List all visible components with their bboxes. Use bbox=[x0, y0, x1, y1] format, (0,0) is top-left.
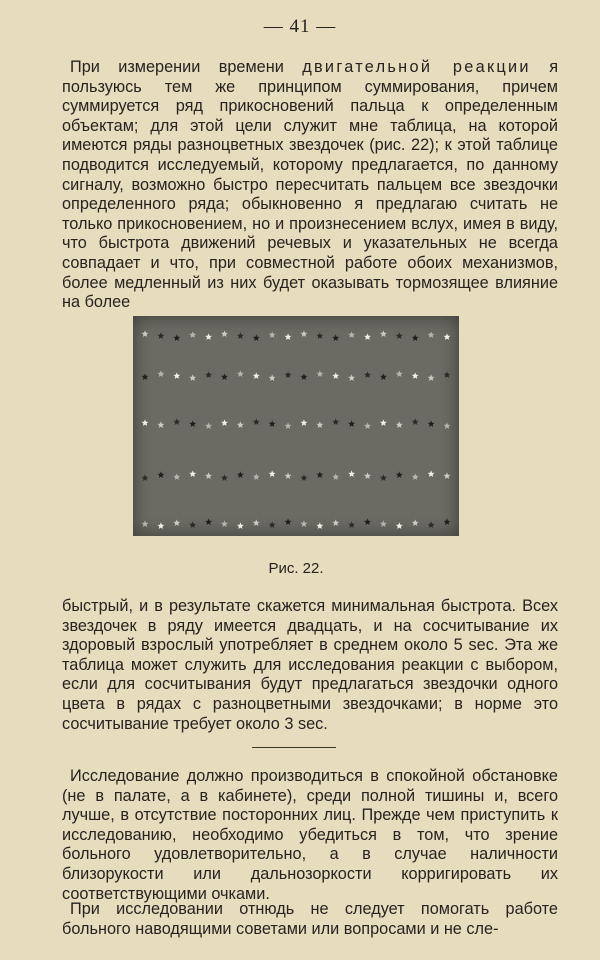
star-mark bbox=[316, 421, 323, 428]
star-mark bbox=[253, 473, 260, 480]
paragraph-4: При исследовании отнюдь не следует помогать работе больного наводящими советами или вопросами и не сле- bbox=[62, 900, 558, 938]
star-mark bbox=[142, 474, 149, 481]
star-mark bbox=[189, 470, 196, 477]
star-mark bbox=[173, 519, 180, 526]
star-mark bbox=[364, 472, 371, 479]
paragraph-1-lead: При измерении времени bbox=[70, 58, 303, 76]
star-mark bbox=[221, 373, 228, 380]
star-mark bbox=[332, 334, 339, 341]
star-mark bbox=[205, 333, 212, 340]
star-mark bbox=[189, 374, 196, 381]
paragraph-1 bbox=[62, 58, 558, 313]
star-mark bbox=[269, 521, 276, 528]
star-mark bbox=[332, 519, 339, 526]
star-mark bbox=[269, 331, 276, 338]
star-mark bbox=[221, 330, 228, 337]
star-rows-image bbox=[133, 316, 459, 536]
star-mark bbox=[396, 522, 403, 529]
star-mark bbox=[269, 374, 276, 381]
star-mark bbox=[237, 332, 244, 339]
star-mark bbox=[380, 373, 387, 380]
star-mark bbox=[221, 474, 228, 481]
star-mark bbox=[157, 370, 164, 377]
star-mark bbox=[237, 522, 244, 529]
spaced-term: двигательной реакции bbox=[302, 58, 531, 76]
star-mark bbox=[285, 472, 292, 479]
star-mark bbox=[444, 422, 451, 429]
star-mark bbox=[189, 521, 196, 528]
star-mark bbox=[428, 420, 435, 427]
star-mark bbox=[142, 330, 149, 337]
paragraph-1-text: я пользуюсь тем же принципом суммирования, причем суммируется ряд прикосновений пальца к определенным объектам; для этой цели служит мне таблица, на которой имеются ряды разноцветных звездочек (рис. 22); к этой таблице подводится исследуемый, которому предлагается, по данному сигналу, возможно быстро пересчитать пальцем все звездочки определенного ряда; обыкновенно я предлагаю считать не только прикосновением, но и произнесением вслух, имея в виду, что быстрота движений речевых и указательных не всегда совпадает и что, при совместной работе обоих механизмов, более медленный из них будет оказывать тормозящее влияние на более bbox=[62, 58, 559, 312]
figure-caption: Рис. 22. bbox=[268, 560, 324, 577]
star-mark bbox=[142, 520, 149, 527]
star-mark bbox=[269, 470, 276, 477]
star-mark bbox=[269, 420, 276, 427]
star-mark bbox=[364, 518, 371, 525]
star-mark bbox=[142, 373, 149, 380]
star-mark bbox=[157, 421, 164, 428]
star-mark bbox=[332, 418, 339, 425]
star-mark bbox=[285, 371, 292, 378]
star-mark bbox=[189, 420, 196, 427]
star-mark bbox=[348, 521, 355, 528]
star-mark bbox=[301, 373, 308, 380]
star-mark bbox=[157, 332, 164, 339]
star-mark bbox=[173, 473, 180, 480]
star-mark bbox=[316, 522, 323, 529]
star-mark bbox=[253, 519, 260, 526]
star-mark bbox=[364, 371, 371, 378]
star-mark bbox=[380, 419, 387, 426]
star-mark bbox=[301, 330, 308, 337]
star-mark bbox=[412, 473, 419, 480]
star-mark bbox=[253, 334, 260, 341]
star-mark bbox=[285, 422, 292, 429]
star-mark bbox=[364, 422, 371, 429]
star-mark bbox=[380, 330, 387, 337]
star-mark bbox=[412, 519, 419, 526]
star-mark bbox=[412, 334, 419, 341]
star-mark bbox=[173, 372, 180, 379]
star-mark bbox=[157, 471, 164, 478]
star-mark bbox=[396, 471, 403, 478]
star-mark bbox=[173, 418, 180, 425]
star-mark bbox=[157, 522, 164, 529]
star-mark bbox=[189, 331, 196, 338]
star-mark bbox=[205, 472, 212, 479]
star-mark bbox=[332, 473, 339, 480]
star-mark bbox=[412, 418, 419, 425]
star-mark bbox=[444, 472, 451, 479]
star-mark bbox=[221, 419, 228, 426]
star-mark bbox=[428, 331, 435, 338]
star-mark bbox=[396, 332, 403, 339]
section-divider bbox=[252, 747, 336, 748]
star-table-figure bbox=[133, 316, 459, 536]
star-mark bbox=[253, 418, 260, 425]
star-mark bbox=[301, 474, 308, 481]
star-mark bbox=[301, 520, 308, 527]
star-mark bbox=[205, 422, 212, 429]
star-mark bbox=[444, 371, 451, 378]
paragraph-2: быстрый, и в результате скажется минимальная быстрота. Всех звездочек в ряду имеется двадцать, и на сосчитывание их здоровый взрослый употребляет в среднем около 5 sec. Эта же таблица может служить для исследования реакции с выбором, если для сосчитывания будут предлагаться звездочки одного цвета в рядах с разноцветными звездочками; в норме это сосчитывание требует около 3 sec. bbox=[62, 597, 558, 733]
star-mark bbox=[142, 419, 149, 426]
star-mark bbox=[237, 421, 244, 428]
star-mark bbox=[396, 370, 403, 377]
star-mark bbox=[332, 372, 339, 379]
star-mark bbox=[316, 471, 323, 478]
star-mark bbox=[364, 333, 371, 340]
star-mark bbox=[221, 520, 228, 527]
star-mark bbox=[173, 334, 180, 341]
star-mark bbox=[205, 518, 212, 525]
star-mark bbox=[348, 420, 355, 427]
star-mark bbox=[396, 421, 403, 428]
star-mark bbox=[412, 372, 419, 379]
star-mark bbox=[237, 471, 244, 478]
star-mark bbox=[380, 520, 387, 527]
page-number: — 41 — bbox=[263, 16, 337, 37]
star-mark bbox=[301, 419, 308, 426]
star-mark bbox=[428, 374, 435, 381]
paragraph-3: Исследование должно производиться в спокойной обстановке (не в палате, а в кабинете), среди полной тишины и, всего лучше, в отсутствие посторонних лиц. Прежде чем приступить к исследованию, необходимо убедиться в том, что зрение больного удовлетворительно, а в случае наличности близорукости или дальнозоркости корригировать их соответствующими очками. bbox=[62, 767, 558, 903]
star-mark bbox=[237, 370, 244, 377]
star-mark bbox=[253, 372, 260, 379]
star-mark bbox=[285, 333, 292, 340]
star-mark bbox=[348, 331, 355, 338]
star-mark bbox=[285, 518, 292, 525]
star-mark bbox=[444, 333, 451, 340]
star-mark bbox=[428, 470, 435, 477]
star-mark bbox=[316, 370, 323, 377]
star-mark bbox=[444, 518, 451, 525]
star-mark bbox=[316, 332, 323, 339]
star-mark bbox=[348, 374, 355, 381]
star-mark bbox=[380, 474, 387, 481]
star-mark bbox=[428, 521, 435, 528]
star-mark bbox=[205, 371, 212, 378]
star-mark bbox=[348, 470, 355, 477]
